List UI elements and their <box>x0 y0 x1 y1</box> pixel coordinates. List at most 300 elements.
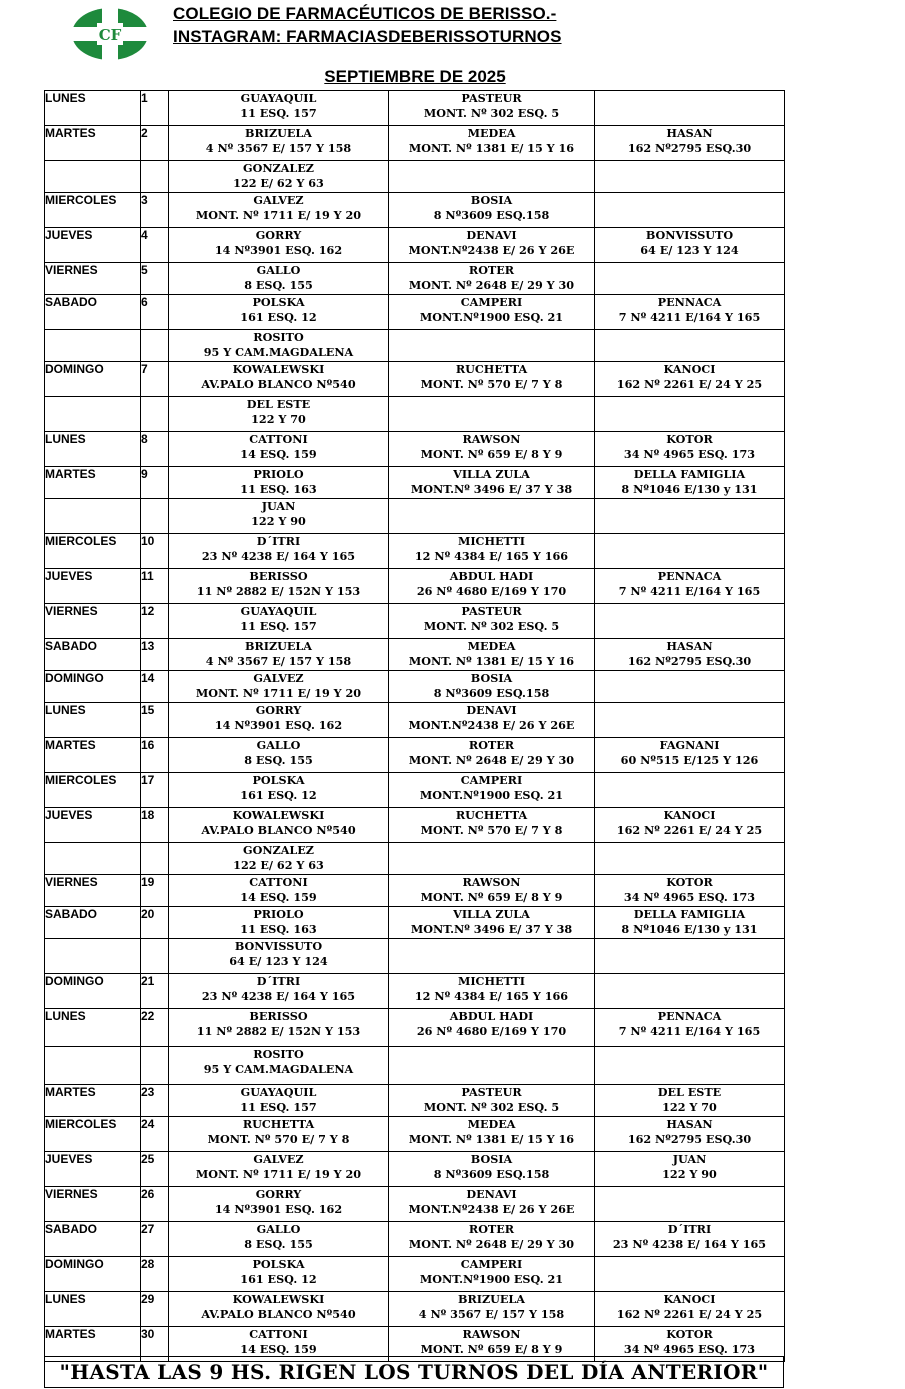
pharmacy-cell-3 <box>595 193 785 228</box>
pharmacy-name: DENAVI <box>466 228 517 242</box>
pharmacy-name: JUAN <box>672 1152 707 1166</box>
pharmacy-name: POLSKA <box>252 295 305 309</box>
pharmacy-address: MONT. Nº 2648 E/ 29 Y 30 <box>408 278 575 292</box>
pharmacy-name: ROSITO <box>253 1047 304 1061</box>
day-number-cell: 16 <box>141 738 169 773</box>
pharmacy-cell-2 <box>389 604 595 639</box>
pharmacy-name: GORRY <box>255 228 302 242</box>
day-number-cell <box>141 161 169 193</box>
day-number-cell: 17 <box>141 773 169 808</box>
pharmacy-cell-1 <box>169 808 389 843</box>
schedule-row <box>45 1085 785 1117</box>
pharmacy-cell-2 <box>389 671 595 703</box>
pharmacy-address: 11 ESQ. 163 <box>240 922 317 936</box>
schedule-row <box>45 639 785 671</box>
pharmacy-cell-2 <box>389 161 595 193</box>
pharmacy-name: KOTOR <box>666 1327 713 1341</box>
pharmacy-address: 14 Nº3901 ESQ. 162 <box>214 243 343 257</box>
day-name-cell <box>45 397 141 432</box>
pharmacy-cell-3 <box>595 330 785 362</box>
pharmacy-cell-1 <box>169 432 389 467</box>
pharmacy-cell-2 <box>389 1085 595 1117</box>
month-title: SEPTIEMBRE DE 2025 <box>324 67 506 86</box>
pharmacy-address: 14 ESQ. 159 <box>240 447 317 461</box>
pharmacy-name: VILLA ZULA <box>453 907 530 921</box>
pharmacy-address: 4 Nº 3567 E/ 157 Y 158 <box>418 1307 565 1321</box>
pharmacy-name: GALVEZ <box>253 1152 304 1166</box>
day-name-cell: MIERCOLES <box>45 773 141 808</box>
day-number-cell: 9 <box>141 467 169 499</box>
pharmacy-address: MONT. Nº 2648 E/ 29 Y 30 <box>408 1237 575 1251</box>
pharmacy-cell-3 <box>595 843 785 875</box>
day-name-cell: DOMINGO <box>45 1257 141 1292</box>
pharmacy-address: AV.PALO BLANCO Nº540 <box>201 1307 356 1321</box>
pharmacy-address: 11 ESQ. 157 <box>240 106 317 120</box>
pharmacy-cell-1 <box>169 569 389 604</box>
pharmacy-name: RAWSON <box>462 1327 521 1341</box>
pharmacy-name: GALVEZ <box>253 193 304 207</box>
pharmacy-address: 162 Nº 2261 E/ 24 Y 25 <box>616 823 763 837</box>
day-number-cell: 3 <box>141 193 169 228</box>
pharmacy-name: CAMPERI <box>460 773 523 787</box>
schedule-row <box>45 534 785 569</box>
pharmacy-address: 162 Nº 2261 E/ 24 Y 25 <box>616 377 763 391</box>
pharmacy-name: GUAYAQUIL <box>240 91 317 105</box>
svg-text:CF: CF <box>98 26 122 44</box>
day-number-cell: 14 <box>141 671 169 703</box>
schedule-row <box>45 1292 785 1327</box>
pharmacy-name: PENNACA <box>657 569 722 583</box>
pharmacy-name: KOTOR <box>666 875 713 889</box>
pharmacy-address: 11 ESQ. 157 <box>240 619 317 633</box>
pharmacy-name: DELLA FAMIGLIA <box>633 907 746 921</box>
pharmacy-name: MEDEA <box>467 126 516 140</box>
pharmacy-address: 162 Nº 2261 E/ 24 Y 25 <box>616 1307 763 1321</box>
pharmacy-address: MONT. Nº 659 E/ 8 Y 9 <box>420 1342 563 1356</box>
day-number-cell: 23 <box>141 1085 169 1117</box>
pharmacy-address: 7 Nº 4211 E/164 Y 165 <box>618 584 761 598</box>
pharmacy-cell-3 <box>595 569 785 604</box>
day-name-cell <box>45 1047 141 1085</box>
day-number-cell <box>141 843 169 875</box>
pharmacy-cell-1 <box>169 126 389 161</box>
day-name-cell: MIERCOLES <box>45 1117 141 1152</box>
pharmacy-name: RUCHETTA <box>242 1117 315 1131</box>
pharmacy-cell-3 <box>595 228 785 263</box>
pharmacy-address: 95 Y CAM.MAGDALENA <box>203 345 354 359</box>
schedule-row <box>45 1009 785 1047</box>
pharmacy-cell-2 <box>389 1047 595 1085</box>
schedule-row <box>45 432 785 467</box>
pharmacy-address: MONT. Nº 570 E/ 7 Y 8 <box>207 1132 350 1146</box>
pharmacy-name: RUCHETTA <box>455 362 528 376</box>
day-name-cell: MARTES <box>45 1327 141 1362</box>
day-name-cell: MIERCOLES <box>45 534 141 569</box>
day-name-cell: JUEVES <box>45 808 141 843</box>
pharmacy-address: MONT. Nº 659 E/ 8 Y 9 <box>420 447 563 461</box>
pharmacy-address: 95 Y CAM.MAGDALENA <box>203 1062 354 1076</box>
pharmacy-address: 34 Nº 4965 ESQ. 173 <box>623 1342 756 1356</box>
pharmacy-address: 161 ESQ. 12 <box>240 310 317 324</box>
schedule-row <box>45 1152 785 1187</box>
pharmacy-name: BOSIA <box>470 193 513 207</box>
pharmacy-cell-3 <box>595 738 785 773</box>
day-name-cell: DOMINGO <box>45 671 141 703</box>
pharmacy-address: 64 E/ 123 Y 124 <box>229 954 328 968</box>
pharmacy-name: MEDEA <box>467 639 516 653</box>
pharmacy-address: MONT. Nº 570 E/ 7 Y 8 <box>420 377 563 391</box>
pharmacy-cell-1 <box>169 738 389 773</box>
pharmacy-address: 161 ESQ. 12 <box>240 788 317 802</box>
pharmacy-name: MICHETTI <box>457 534 526 548</box>
pharmacy-name: KOWALEWSKI <box>232 808 325 822</box>
pharmacy-address: 8 ESQ. 155 <box>244 753 313 767</box>
pharmacy-name: D´ITRI <box>667 1222 712 1236</box>
pharmacy-cell-3 <box>595 808 785 843</box>
pharmacy-address: 23 Nº 4238 E/ 164 Y 165 <box>612 1237 767 1251</box>
pharmacy-name: BOSIA <box>470 671 513 685</box>
pharmacy-cell-2 <box>389 193 595 228</box>
day-name-cell: LUNES <box>45 432 141 467</box>
pharmacy-address: 162 Nº2795 ESQ.30 <box>627 1132 752 1146</box>
day-name-cell: LUNES <box>45 91 141 126</box>
pharmacy-name: BOSIA <box>470 1152 513 1166</box>
pharmacy-name: KANOCI <box>663 808 716 822</box>
pharmacy-address: 8 ESQ. 155 <box>244 278 313 292</box>
pharmacy-cell-2 <box>389 1117 595 1152</box>
schedule-row <box>45 671 785 703</box>
day-number-cell: 29 <box>141 1292 169 1327</box>
pharmacy-cell-2 <box>389 639 595 671</box>
pharmacy-name: JUAN <box>261 499 296 513</box>
day-number-cell: 27 <box>141 1222 169 1257</box>
pharmacy-cell-1 <box>169 228 389 263</box>
pharmacy-cell-2 <box>389 738 595 773</box>
pharmacy-address: MONT.Nº1900 ESQ. 21 <box>419 788 564 802</box>
schedule-row <box>45 569 785 604</box>
pharmacy-cell-3 <box>595 534 785 569</box>
pharmacy-cell-2 <box>389 467 595 499</box>
pharmacy-cell-3 <box>595 1152 785 1187</box>
pharmacy-cell-3 <box>595 263 785 295</box>
pharmacy-address: MONT.Nº2438 E/ 26 Y 26E <box>408 718 575 732</box>
pharmacy-name: BONVISSUTO <box>234 939 323 953</box>
pharmacy-name: GALVEZ <box>253 671 304 685</box>
day-number-cell <box>141 499 169 534</box>
day-name-cell <box>45 939 141 974</box>
schedule-row <box>45 263 785 295</box>
day-name-cell: MARTES <box>45 738 141 773</box>
pharmacy-name: RUCHETTA <box>455 808 528 822</box>
pharmacy-address: 34 Nº 4965 ESQ. 173 <box>623 447 756 461</box>
pharmacy-address: 122 E/ 62 Y 63 <box>233 176 324 190</box>
pharmacy-cell-2 <box>389 263 595 295</box>
pharmacy-cell-1 <box>169 671 389 703</box>
pharmacy-cell-1 <box>169 875 389 907</box>
pharmacy-cell-3 <box>595 362 785 397</box>
pharmacy-cell-1 <box>169 703 389 738</box>
pharmacy-cell-1 <box>169 939 389 974</box>
day-number-cell <box>141 939 169 974</box>
pharmacy-cell-1 <box>169 397 389 432</box>
day-number-cell: 13 <box>141 639 169 671</box>
day-number-cell: 15 <box>141 703 169 738</box>
day-name-cell <box>45 161 141 193</box>
day-number-cell: 24 <box>141 1117 169 1152</box>
pharmacy-cell-3 <box>595 1009 785 1047</box>
pharmacy-address: 14 ESQ. 159 <box>240 890 317 904</box>
day-number-cell <box>141 330 169 362</box>
pharmacy-address: 23 Nº 4238 E/ 164 Y 165 <box>201 989 356 1003</box>
pharmacy-address: 14 Nº3901 ESQ. 162 <box>214 718 343 732</box>
pharmacy-name: DENAVI <box>466 703 517 717</box>
pharmacy-name: PASTEUR <box>461 91 522 105</box>
pharmacy-cell-2 <box>389 773 595 808</box>
pharmacy-name: ROTER <box>468 738 515 752</box>
day-name-cell: VIERNES <box>45 263 141 295</box>
pharmacy-cell-2 <box>389 1222 595 1257</box>
pharmacy-cell-3 <box>595 1117 785 1152</box>
pharmacy-address: MONT.Nº2438 E/ 26 Y 26E <box>408 1202 575 1216</box>
pharmacy-cell-1 <box>169 330 389 362</box>
pharmacy-name: DEL ESTE <box>657 1085 722 1099</box>
pharmacy-cell-2 <box>389 1009 595 1047</box>
pharmacy-name: MEDEA <box>467 1117 516 1131</box>
pharmacy-cell-2 <box>389 974 595 1009</box>
pharmacy-address: 12 Nº 4384 E/ 165 Y 166 <box>414 989 569 1003</box>
pharmacy-cell-3 <box>595 432 785 467</box>
day-number-cell: 20 <box>141 907 169 939</box>
pharmacy-name: BONVISSUTO <box>645 228 734 242</box>
schedule-row <box>45 397 785 432</box>
pharmacy-name: MICHETTI <box>457 974 526 988</box>
pharmacy-name: DENAVI <box>466 1187 517 1201</box>
day-name-cell: LUNES <box>45 1009 141 1047</box>
day-name-cell: DOMINGO <box>45 974 141 1009</box>
pharmacy-name: HASAN <box>666 126 713 140</box>
day-number-cell <box>141 1047 169 1085</box>
pharmacy-name: CATTONI <box>249 432 308 446</box>
pharmacy-cell-3 <box>595 907 785 939</box>
day-name-cell <box>45 330 141 362</box>
pharmacy-cell-2 <box>389 499 595 534</box>
schedule-row <box>45 295 785 330</box>
pharmacy-address: 8 Nº1046 E/130 y 131 <box>621 482 758 496</box>
schedule-row <box>45 907 785 939</box>
day-number-cell: 12 <box>141 604 169 639</box>
pharmacy-cell-3 <box>595 91 785 126</box>
day-number-cell: 18 <box>141 808 169 843</box>
day-name-cell: LUNES <box>45 703 141 738</box>
pharmacy-address: 8 ESQ. 155 <box>244 1237 313 1251</box>
day-name-cell: LUNES <box>45 1292 141 1327</box>
pharmacy-cell-2 <box>389 1187 595 1222</box>
pharmacy-address: MONT. Nº 1711 E/ 19 Y 20 <box>195 1167 362 1181</box>
pharmacy-name: PRIOLO <box>253 467 304 481</box>
pharmacy-name: CATTONI <box>249 1327 308 1341</box>
pharmacy-cell-1 <box>169 263 389 295</box>
pharmacy-name: PASTEUR <box>461 604 522 618</box>
day-number-cell: 11 <box>141 569 169 604</box>
pharmacy-address: MONT. Nº 1381 E/ 15 Y 16 <box>408 1132 575 1146</box>
pharmacy-cell-2 <box>389 843 595 875</box>
pharmacy-name: ABDUL HADI <box>449 1009 534 1023</box>
pharmacy-cell-1 <box>169 843 389 875</box>
day-number-cell: 2 <box>141 126 169 161</box>
pharmacy-name: BRIZUELA <box>458 1292 525 1306</box>
schedule-row <box>45 91 785 126</box>
college-logo <box>70 6 150 62</box>
day-number-cell: 4 <box>141 228 169 263</box>
pharmacy-address: 23 Nº 4238 E/ 164 Y 165 <box>201 549 356 563</box>
schedule-row <box>45 1257 785 1292</box>
pharmacy-address: MONT.Nº 3496 E/ 37 Y 38 <box>410 482 573 496</box>
pharmacy-name: GALLO <box>256 738 301 752</box>
pharmacy-cell-3 <box>595 1257 785 1292</box>
schedule-row <box>45 1187 785 1222</box>
pharmacy-name: KOWALEWSKI <box>232 362 325 376</box>
pharmacy-name: RAWSON <box>462 875 521 889</box>
pharmacy-address: 14 ESQ. 159 <box>240 1342 317 1356</box>
pharmacy-name: VILLA ZULA <box>453 467 530 481</box>
pharmacy-address: 162 Nº2795 ESQ.30 <box>627 141 752 155</box>
day-name-cell: SABADO <box>45 639 141 671</box>
pharmacy-address: 122 E/ 62 Y 63 <box>233 858 324 872</box>
pharmacy-address: AV.PALO BLANCO Nº540 <box>201 823 356 837</box>
pharmacy-name: D´ITRI <box>256 534 301 548</box>
pharmacy-cell-3 <box>595 773 785 808</box>
pharmacy-name: GUAYAQUIL <box>240 1085 317 1099</box>
pharmacy-cell-1 <box>169 1257 389 1292</box>
pharmacy-name: HASAN <box>666 639 713 653</box>
pharmacy-name: PRIOLO <box>253 907 304 921</box>
pharmacy-address: 11 Nº 2882 E/ 152N Y 153 <box>196 1024 361 1038</box>
pharmacy-address: 60 Nº515 E/125 Y 126 <box>620 753 759 767</box>
pharmacy-cell-2 <box>389 397 595 432</box>
pharmacy-cell-3 <box>595 703 785 738</box>
pharmacy-name: CAMPERI <box>460 295 523 309</box>
pharmacy-address: MONT. Nº 570 E/ 7 Y 8 <box>420 823 563 837</box>
pharmacy-name: DELLA FAMIGLIA <box>633 467 746 481</box>
schedule-row <box>45 875 785 907</box>
pharmacy-address: 7 Nº 4211 E/164 Y 165 <box>618 310 761 324</box>
day-name-cell: SABADO <box>45 1222 141 1257</box>
pharmacy-cell-1 <box>169 1292 389 1327</box>
schedule-row <box>45 362 785 397</box>
pharmacy-address: 26 Nº 4680 E/169 Y 170 <box>416 584 567 598</box>
schedule-row <box>45 808 785 843</box>
day-name-cell: DOMINGO <box>45 362 141 397</box>
pharmacy-address: MONT. Nº 659 E/ 8 Y 9 <box>420 890 563 904</box>
pharmacy-address: MONT. Nº 1711 E/ 19 Y 20 <box>195 686 362 700</box>
pharmacy-address: MONT. Nº 1381 E/ 15 Y 16 <box>408 141 575 155</box>
pharmacy-address: 4 Nº 3567 E/ 157 Y 158 <box>205 654 352 668</box>
day-name-cell <box>45 499 141 534</box>
pharmacy-address: 4 Nº 3567 E/ 157 Y 158 <box>205 141 352 155</box>
pharmacy-address: 162 Nº2795 ESQ.30 <box>627 654 752 668</box>
pharmacy-cell-2 <box>389 91 595 126</box>
pharmacy-name: RAWSON <box>462 432 521 446</box>
day-number-cell: 7 <box>141 362 169 397</box>
day-name-cell: JUEVES <box>45 569 141 604</box>
pharmacy-cell-2 <box>389 295 595 330</box>
day-name-cell: MARTES <box>45 126 141 161</box>
pharmacy-name: POLSKA <box>252 773 305 787</box>
pharmacy-address: MONT. Nº 302 ESQ. 5 <box>423 106 560 120</box>
schedule-row <box>45 1117 785 1152</box>
pharmacy-address: 122 Y 90 <box>662 1167 717 1181</box>
day-number-cell: 6 <box>141 295 169 330</box>
day-number-cell: 1 <box>141 91 169 126</box>
pharmacy-address: MONT. Nº 1711 E/ 19 Y 20 <box>195 208 362 222</box>
pharmacy-address: MONT.Nº1900 ESQ. 21 <box>419 310 564 324</box>
pharmacy-cell-2 <box>389 228 595 263</box>
day-name-cell: VIERNES <box>45 1187 141 1222</box>
pharmacy-cell-3 <box>595 939 785 974</box>
pharmacy-cell-1 <box>169 1187 389 1222</box>
pharmacy-cell-3 <box>595 295 785 330</box>
pharmacy-name: GORRY <box>255 703 302 717</box>
pharmacy-cell-1 <box>169 1085 389 1117</box>
college-title: COLEGIO DE FARMACÉUTICOS DE BERISSO.- <box>173 4 557 23</box>
pharmacy-name: ROTER <box>468 1222 515 1236</box>
pharmacy-cell-2 <box>389 939 595 974</box>
pharmacy-name: GALLO <box>256 263 301 277</box>
schedule-row <box>45 604 785 639</box>
day-number-cell: 21 <box>141 974 169 1009</box>
schedule-row <box>45 974 785 1009</box>
pharmacy-address: 161 ESQ. 12 <box>240 1272 317 1286</box>
pharmacy-cell-2 <box>389 808 595 843</box>
day-name-cell: MARTES <box>45 1085 141 1117</box>
pharmacy-cell-3 <box>595 499 785 534</box>
day-name-cell: JUEVES <box>45 228 141 263</box>
pharmacy-cell-1 <box>169 604 389 639</box>
pharmacy-cell-2 <box>389 1257 595 1292</box>
pharmacy-address: 11 Nº 2882 E/ 152N Y 153 <box>196 584 361 598</box>
pharmacy-address: 11 ESQ. 157 <box>240 1100 317 1114</box>
pharmacy-cell-1 <box>169 907 389 939</box>
pharmacy-cell-3 <box>595 671 785 703</box>
schedule-row <box>45 499 785 534</box>
pharmacy-name: CAMPERI <box>460 1257 523 1271</box>
schedule-row <box>45 939 785 974</box>
pharmacy-cell-2 <box>389 569 595 604</box>
pharmacy-cell-2 <box>389 703 595 738</box>
pharmacy-cell-3 <box>595 467 785 499</box>
pharmacy-address: MONT.Nº1900 ESQ. 21 <box>419 1272 564 1286</box>
day-number-cell: 28 <box>141 1257 169 1292</box>
pharmacy-cell-3 <box>595 161 785 193</box>
pharmacy-address: MONT. Nº 302 ESQ. 5 <box>423 1100 560 1114</box>
schedule-row <box>45 126 785 161</box>
pharmacy-address: 64 E/ 123 Y 124 <box>640 243 739 257</box>
pharmacy-cell-1 <box>169 1152 389 1187</box>
pharmacy-cell-2 <box>389 126 595 161</box>
pharmacy-cell-3 <box>595 126 785 161</box>
pharmacy-name: GONZALEZ <box>243 843 314 857</box>
pharmacy-cell-3 <box>595 1047 785 1085</box>
pharmacy-address: 11 ESQ. 163 <box>240 482 317 496</box>
day-name-cell: JUEVES <box>45 1152 141 1187</box>
pharmacy-cell-1 <box>169 1117 389 1152</box>
pharmacy-address: MONT. Nº 1381 E/ 15 Y 16 <box>408 654 575 668</box>
schedule-row <box>45 228 785 263</box>
pharmacy-cell-2 <box>389 1292 595 1327</box>
pharmacy-cell-3 <box>595 397 785 432</box>
pharmacy-cell-1 <box>169 295 389 330</box>
pharmacy-address: 122 Y 70 <box>251 412 306 426</box>
